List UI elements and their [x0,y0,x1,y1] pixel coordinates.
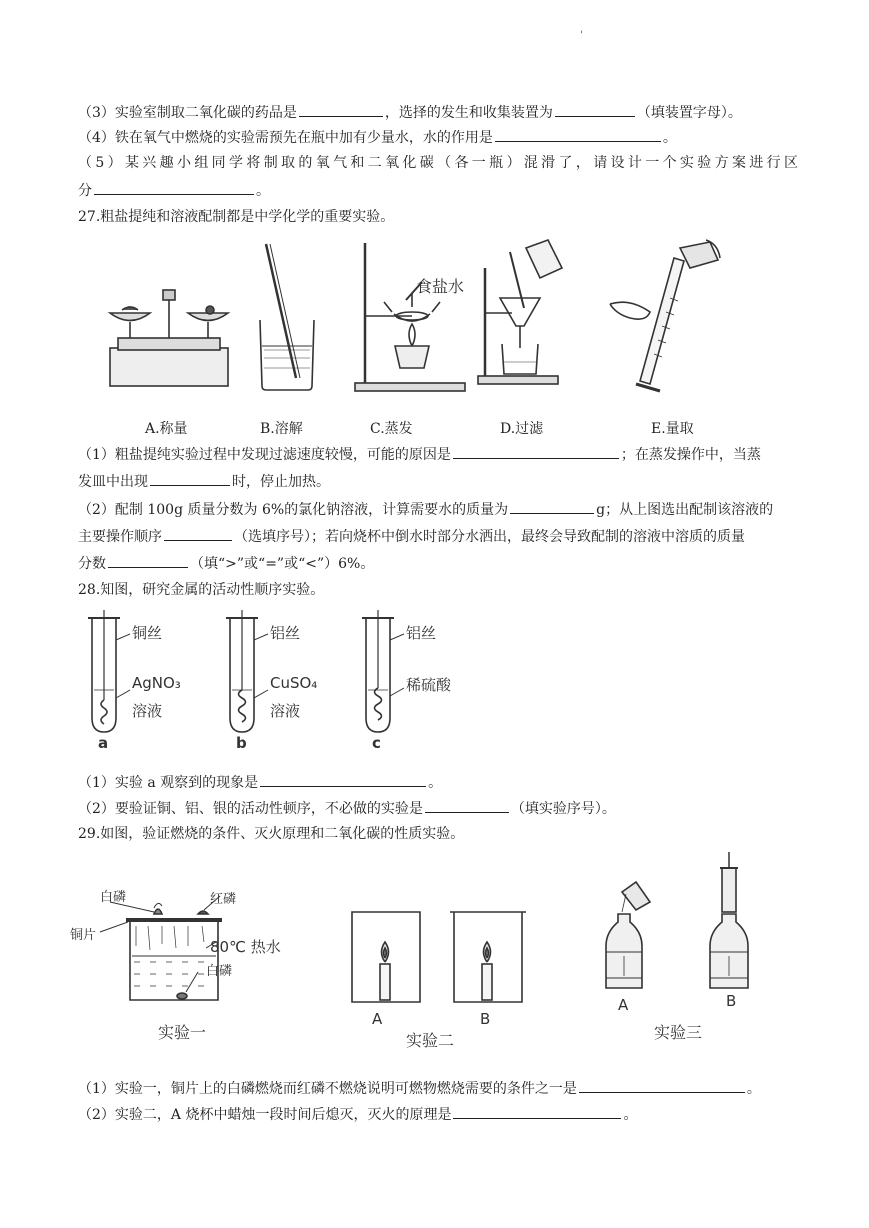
experiment-one-beaker [100,896,222,1000]
q26-line-5b [78,180,798,201]
caption-evaporate: C.蒸发 [370,421,413,437]
tube-c-tag: c [372,734,381,752]
tube-a-metal: 铜丝 [132,624,163,642]
q29-l2-text-a: （2）实验二，A 烧杯中蜡烛一段时间后熄灭，灭火的原理是 [78,1107,452,1123]
answer-blank[interactable] [299,102,383,117]
answer-blank[interactable] [164,526,232,541]
answer-blank[interactable] [453,1104,621,1119]
q27-l2-text-e: 分数 [78,556,106,572]
tube-b-solution: CuSO₄ [270,674,318,692]
q26-l5-text-c: 。 [256,183,270,199]
q28-line-1 [78,772,798,793]
q27-figure [70,238,810,408]
answer-blank[interactable] [94,180,254,195]
q26-l4-text-a: （4）铁在氧气中燃烧的实验需预先在瓶中加有少量水，水的作用是 [78,130,493,146]
q29-title: 29.如图，验证燃烧的条件、灭火原理和二氧化碳的性质实验。 [78,826,465,842]
q28-figure [70,610,490,760]
answer-blank[interactable] [150,471,230,486]
filtration-illustration [478,240,562,384]
q27-line-2b [78,526,798,547]
q28-l2-text-b: （填实验序号）。 [510,801,616,817]
caption-dissolve: B.溶解 [260,421,303,437]
experiment-two-b-label: B [480,1010,491,1028]
answer-blank[interactable] [260,772,426,787]
experiment-two-a-label: A [372,1010,383,1028]
q27-l2-text-c: 主要操作顺序 [78,529,162,545]
tube-b-solution-2: 溶液 [270,702,301,720]
red-phosphorus-label: 红磷 [210,892,237,907]
q26-l5-text-b: 分 [78,183,92,199]
answer-blank[interactable] [510,499,594,514]
beaker-stirring-illustration [260,244,314,390]
tube-a-tag: a [98,734,109,752]
q28-l1-text-a: （1）实验 a 观察到的现象是 [78,775,259,791]
answer-blank[interactable] [579,1078,745,1093]
answer-blank[interactable] [453,444,619,459]
q27-l2-text-a: （2）配制 100g 质量分数为 6%的氯化钠溶液，计算需要水的质量为 [78,502,509,518]
measuring-cylinder-illustration [610,240,720,391]
experiment-two-caption: 实验二 [406,1031,455,1050]
experiment-two-candle-b [450,912,526,1002]
answer-blank[interactable] [495,127,661,142]
white-phosphorus-underwater-label: 白磷 [206,964,233,979]
q27-line-1 [78,444,798,465]
tube-b [226,610,268,732]
tube-c-solution: 稀硫酸 [406,676,452,694]
q28-l1-text-b: 。 [428,775,443,791]
tube-a [88,610,130,732]
q26-l3-text-b: ，选择的发生和收集装置为 [384,105,553,121]
lab-operations-illustration [70,238,810,408]
q27-l1-text-a: （1）粗盐提纯实验过程中发现过滤速度较慢，可能的原因是 [78,447,451,463]
experiment-three-caption: 实验三 [654,1023,703,1042]
tube-a-solution-2: 溶液 [132,702,163,720]
q27-line-1b [78,471,798,492]
q28-l2-text-a: （2）要验证铜、铝、银的活动性顿序，不必做的实验是 [78,801,423,817]
experiment-three-a-label: A [618,996,629,1014]
q28-title: 28.知图，研究金属的活动性顺序实验。 [78,582,325,598]
tube-a-solution: AgNO₃ [132,674,181,692]
q26-line-4 [78,127,798,148]
caption-measure: E.量取 [651,421,694,437]
q26-l4-text-b: 。 [662,130,677,146]
evaporation-illustration [355,243,465,391]
q27-l1-text-d: 时，停止加热。 [232,474,330,490]
answer-blank[interactable] [555,102,635,117]
experiment-two-candle-a [352,912,420,1002]
q29-l2-text-b: 。 [623,1107,638,1123]
caption-filter: D.过滤 [500,421,544,437]
q26-l3-text-a: （3）实验室制取二氧化碳的药品是 [78,105,297,121]
white-phosphorus-label: 白磷 [100,890,127,905]
q26-line-5: （5）某兴趣小组同学将制取的氧气和二氧化碳（各一瓶）混滑了，请设计一个实验方案进行区 [78,155,798,171]
experiment-three-b-label: B [726,992,737,1010]
q26-line-3 [78,102,798,123]
q26-l3-text-c: （填装置字母）。 [636,105,742,121]
caption-weigh: A.称量 [145,421,188,437]
tube-b-metal: 铝丝 [270,624,301,642]
q27-line-2 [78,499,798,520]
q29-line-1 [78,1078,798,1099]
q27-l2-text-b: g；从上图选出配制该溶液的 [596,502,774,518]
tube-c [362,610,404,732]
balance-illustration [110,290,228,386]
q27-l1-text-c: 发皿中出现 [78,474,148,490]
q27-line-2c [78,553,798,574]
answer-blank[interactable] [425,798,509,813]
tube-c-metal: 铝丝 [406,624,437,642]
hot-water-label: 80℃ 热水 [210,938,281,956]
experiment-three-bottle-b [710,852,748,988]
experiment-three-bottle-a [606,882,650,988]
q27-l2-text-f: （填“>”或“=”或“<”）6%。 [190,556,375,572]
experiment-one-caption: 实验一 [158,1023,207,1042]
q29-l1-text-b: 。 [746,1081,761,1097]
page-mark: ' [580,30,583,41]
tube-b-tag: b [236,734,247,752]
q27-title: 27.粗盐提纯和溶液配制都是中学化学的重要实验。 [78,209,395,225]
q27-l1-text-b: ；在蒸发操作中，当蒸 [620,447,761,463]
answer-blank[interactable] [108,553,188,568]
q29-figure [70,852,810,1052]
q29-l1-text-a: （1）实验一，铜片上的白磷燃烧而红磷不燃烧说明可燃物燃烧需要的条件之一是 [78,1081,577,1097]
q28-line-2 [78,798,798,819]
q27-l2-text-d: （选填序号）；若向烧杯中倒水时部分水洒出，最终会导致配制的溶液中溶质的质量 [234,529,745,545]
copper-sheet-label: 铜片 [70,928,97,943]
salt-water-label: 食盐水 [416,277,465,296]
q29-line-2 [78,1104,798,1125]
